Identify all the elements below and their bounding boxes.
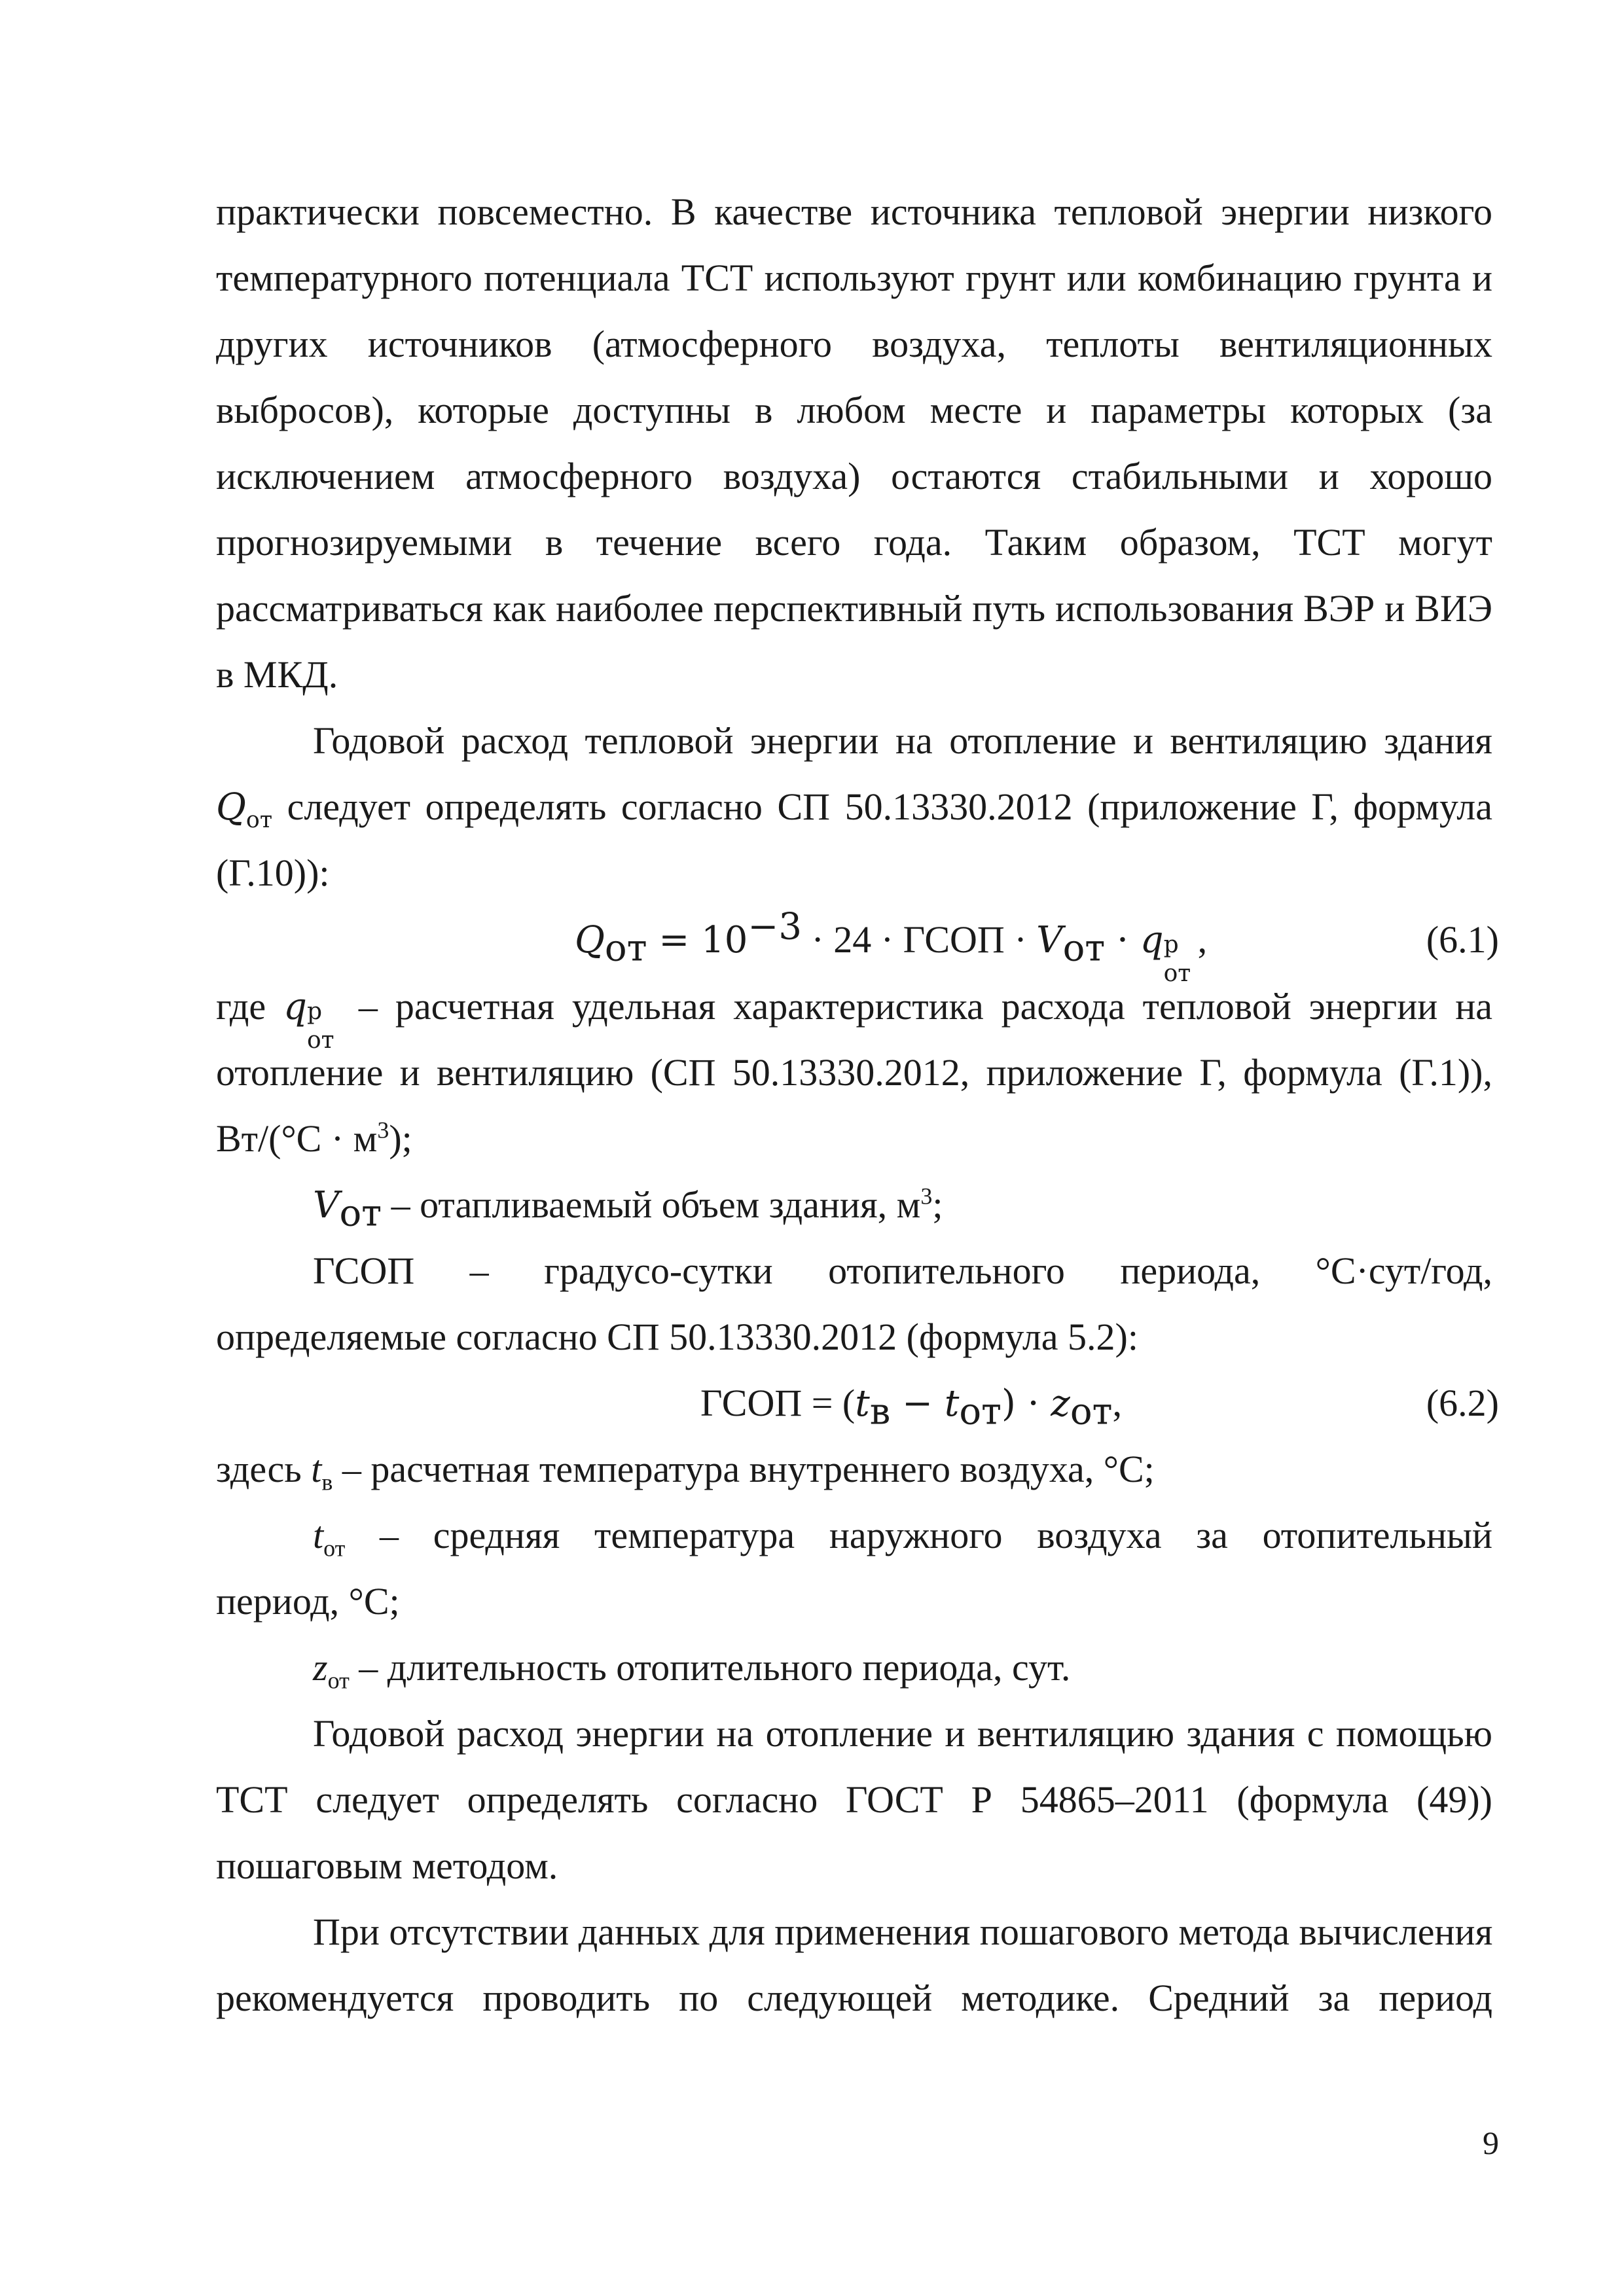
equation-number-6-1: (6.1) (1426, 918, 1499, 961)
p2-line-1: Годовой расход тепловой энергии на отопление и вентиляцию здания (313, 719, 1492, 762)
p2-line-3: (Г.10)): (216, 852, 330, 894)
q-ot-symbol: $Q_{от}$ (216, 786, 273, 834)
p3-line-1: Годовой расход энергии на отопление и вентиляцию здания с помощью (313, 1712, 1492, 1755)
equation-number-6-2: (6.2) (1426, 1382, 1499, 1424)
p1-line-1: практически повсеместно. В качестве источника тепловой энергии низкого (216, 190, 1492, 233)
def-gsop-line-2: определяемые согласно СП 50.13330.2012 (формула 5.2): (216, 1316, 1138, 1358)
where-line-3: $Вт/(^\circ С \cdot м^3)$; (216, 1117, 412, 1160)
def-t-v: здесь $t_в$ – расчетная температура внутреннего воздуха, °С; (216, 1448, 1155, 1496)
def-z-ot: $z_{от}$ – длительность отопительного периода, сут. (313, 1646, 1071, 1694)
def-v-ot: $V_{от}$ – отапливаемый объем здания, $м^3$; (313, 1183, 943, 1235)
p3-line-3: пошаговым методом. (216, 1844, 558, 1887)
p1-line-4: выбросов), которые доступны в любом месте и параметры которых (за (216, 389, 1492, 431)
p4-line-1: При отсутствии данных для применения пошагового метода вычисления (313, 1910, 1493, 1953)
p1-line-7: рассматриваться как наиболее перспективный путь использования ВЭР и ВИЭ (216, 587, 1492, 630)
def-t-ot-line-1: $t_{от}$ – средняя температура наружного воздуха за отопительный (313, 1514, 1492, 1562)
p1-line-6: прогнозируемыми в течение всего года. Таким образом, ТСТ могут (216, 521, 1492, 564)
where-line-2: отопление и вентиляцию (СП 50.13330.2012, приложение Г, формула (Г.1)), (216, 1051, 1492, 1094)
p1-line-5: исключением атмосферного воздуха) остаются стабильными и хорошо (216, 455, 1492, 497)
where-line-1: где q р от – расчетная удельная характеристика расхода тепловой энергии на (216, 985, 1492, 1054)
p3-line-2: ТСТ следует определять согласно ГОСТ Р 54865–2011 (формула (49)) (216, 1778, 1492, 1821)
p1-line-3: других источников (атмосферного воздуха, теплоты вентиляционных (216, 323, 1492, 365)
formula-6-1: $Q_{от} = 10^{-3} \cdot 24$ · ГСОП · $V_{от} \cdot q$ р от , (575, 905, 1208, 987)
page-number: 9 (1483, 2125, 1499, 2161)
p4-line-2: рекомендуется проводить по следующей методике. Средний за период (216, 1977, 1492, 2019)
p2-line-2: $Q_{от}$ следует определять согласно СП 50.13330.2012 (приложение Г, формула (216, 785, 1492, 834)
def-t-ot-line-2: период, °С; (216, 1580, 400, 1623)
def-gsop-line-1: ГСОП – градусо-сутки отопительного периода, °С·сут/год, (313, 1249, 1492, 1292)
p1-line-2: температурного потенциала ТСТ используют грунт или комбинацию грунта и (216, 257, 1492, 299)
formula-6-2: ГСОП = $(t_в - t_{от}) \cdot z_{от}$, (700, 1382, 1123, 1433)
p1-line-8: в МКД. (216, 653, 338, 696)
